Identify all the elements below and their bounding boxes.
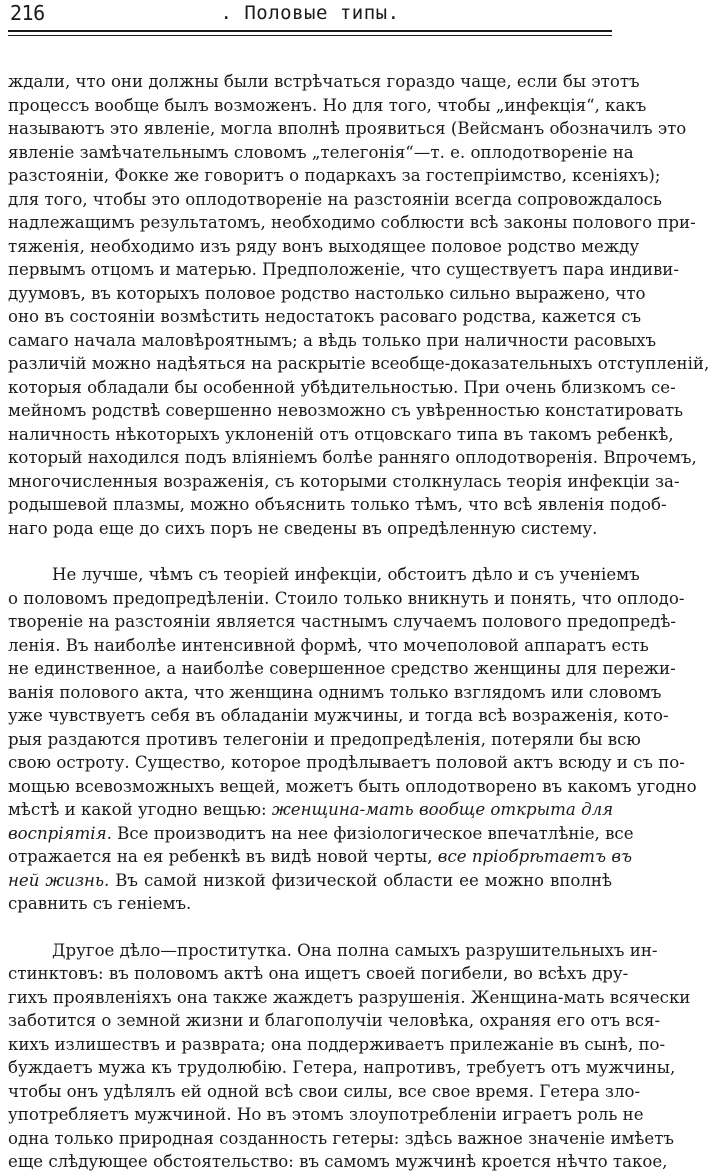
line-text: называютъ это явленіе, могла вполнѣ проявиться (Вейсманъ обозначилъ это	[8, 119, 687, 138]
text-line	[8, 704, 669, 728]
text-line	[8, 399, 684, 423]
page-number: 216	[10, 1, 45, 25]
line-text: мѣстѣ и какой угодно вещью:	[8, 800, 267, 819]
text-line	[8, 986, 691, 1010]
line-text: еще слѣдующее обстоятельство: въ самомъ мужчинѣ кроется нѣчто такое,	[8, 1152, 668, 1171]
text-line	[8, 822, 634, 846]
line-text: которыя обладали бы особенной убѣдительностью. При очень близкомъ се-	[8, 377, 676, 397]
text-line	[8, 1080, 641, 1104]
text-line	[8, 305, 642, 329]
line-text: свою остроту. Существо, которое продѣлываетъ половой актъ всюду и съ по-	[8, 753, 685, 772]
paragraph	[8, 563, 697, 916]
text-line	[8, 634, 649, 658]
paragraph	[8, 939, 691, 1174]
line-text: о половомъ предопредѣленіи. Стоило только вникнуть и понять, что оплодо-	[8, 588, 685, 608]
text-line	[8, 681, 662, 705]
line-text: многочисленныя возраженія, съ которыми столкнулась теорія инфекціи за-	[8, 471, 680, 491]
text-line	[8, 939, 658, 963]
line-text: ленія. Въ наиболѣе интенсивной формѣ, что мочеполовой аппаратъ есть	[8, 635, 649, 655]
text-line	[8, 329, 657, 353]
emphasized-text: воспріятія.	[8, 823, 112, 843]
line-text: мощью всевозможныхъ вещей, можетъ быть оплодотворено въ какомъ угодно	[8, 776, 697, 796]
text-line	[8, 94, 647, 118]
text-line	[8, 423, 674, 447]
line-text: для того, чтобы это оплодотвореніе на разстояніи всегда сопровождалось	[8, 189, 662, 209]
text-line	[8, 470, 680, 494]
line-text: уже чувствуетъ себя въ обладаніи мужчины, и тогда всѣ возраженія, кото-	[8, 706, 669, 725]
text-line	[8, 164, 661, 188]
text-line	[8, 1056, 676, 1080]
line-text: буждаетъ мужа къ трудолюбію. Гетера, напротивъ, требуетъ отъ мужчины,	[8, 1058, 676, 1077]
line-text: первымъ отцомъ и матерью. Предположеніе, что существуетъ пара индиви-	[8, 260, 679, 279]
line-text: который находился подъ вліяніемъ болѣе ранняго оплодотворенія. Впрочемъ,	[8, 448, 697, 467]
line-text: рыя раздаются противъ телегоніи и предопредѣленія, потеряли бы всю	[8, 729, 641, 749]
line-text: стинктовъ: въ половомъ актѣ она ищетъ своей погибели, во всѣхъ дру-	[8, 964, 629, 983]
line-text: надлежащимъ результатомъ, необходимо соблюсти всѣ законы полового при-	[8, 213, 696, 232]
text-line	[8, 1033, 666, 1057]
line-text: ванія полового акта, что женщина однимъ только взглядомъ или словомъ	[8, 682, 662, 702]
text-line	[8, 798, 612, 822]
line-text: Въ самой низкой физической области ее можно вполнѣ	[109, 870, 612, 890]
emphasized-text: женщина-мать вообще открыта для	[271, 800, 614, 819]
text-line	[8, 610, 676, 634]
emphasized-text: все пріобрѣтаетъ въ	[437, 847, 633, 866]
line-text: заботится о земной жизни и благополучіи человѣка, охраняя его отъ вся-	[8, 1011, 661, 1030]
text-line	[8, 70, 640, 94]
text-line	[8, 869, 612, 893]
text-line	[8, 141, 634, 165]
paragraph-gap	[8, 540, 612, 563]
line-text: отражается на ея ребенкѣ въ видѣ новой черты,	[8, 847, 433, 866]
text-line	[8, 376, 676, 400]
line-text: не единственное, а наиболѣе совершенное средство женщины для пережи-	[8, 659, 676, 678]
text-line	[8, 563, 640, 587]
body-text	[8, 70, 709, 1174]
page-header	[8, 0, 612, 26]
text-line	[8, 775, 697, 799]
paragraph	[8, 70, 709, 540]
text-line	[8, 282, 646, 306]
line-text: чтобы онъ удѣлялъ ей одной всѣ свои силы, все свое время. Гетера зло-	[8, 1081, 641, 1101]
running-title: . Половые типы.	[220, 2, 400, 24]
line-text: явленіе замѣчательнымъ словомъ „телегонія“—т. е. оплодотвореніе на	[8, 142, 634, 162]
text-line	[8, 1150, 668, 1174]
text-line	[8, 587, 685, 611]
line-text: гихъ проявленіяхъ она также жаждетъ разрушенія. Женщина-мать всячески	[8, 987, 691, 1007]
line-text: кихъ излишествъ и разврата; она поддерживаетъ прилежаніе въ сынѣ, по-	[8, 1034, 666, 1054]
line-text: самаго начала маловѣроятнымъ; а вѣдь только при наличности расовыхъ	[8, 330, 657, 350]
line-text: ждали, что они должны были встрѣчаться гораздо чаще, если бы этотъ	[8, 72, 640, 91]
header-rule-thin	[8, 35, 612, 36]
text-line	[8, 751, 685, 775]
line-text: Не лучше, чѣмъ съ теоріей инфекціи, обстоитъ дѣло и съ ученіемъ	[52, 565, 640, 584]
line-text: наличность нѣкоторыхъ уклоненій отъ отцовскаго типа въ такомъ ребенкѣ,	[8, 424, 674, 444]
paragraph-gap	[8, 916, 612, 939]
text-line	[8, 1009, 661, 1033]
text-line	[8, 446, 697, 470]
header-rule	[8, 30, 612, 32]
text-line	[8, 1127, 674, 1151]
line-text: мейномъ родствѣ совершенно невозможно съ увѣренностью констатировать	[8, 401, 684, 420]
text-line	[8, 962, 629, 986]
text-line	[8, 892, 612, 916]
line-text: дуумовъ, въ которыхъ половое родство настолько сильно выражено, что	[8, 283, 646, 303]
text-line	[8, 845, 633, 869]
line-text: родышевой плазмы, можно объяснить только тѣмъ, что всѣ явленія подоб-	[8, 495, 667, 514]
line-text: употребляетъ мужчиной. Но въ этомъ злоупотребленіи играетъ роль не	[8, 1105, 644, 1124]
text-line	[8, 657, 676, 681]
line-text: Все производитъ на нее физіологическое впечатлѣніе, все	[111, 823, 634, 843]
text-line	[8, 188, 662, 212]
line-text: Другое дѣло—проститутка. Она полна самыхъ разрушительныхъ ин-	[52, 940, 658, 960]
text-line	[8, 728, 641, 752]
line-text: одна только природная созданность гетеры: здѣсь важное значеніе имѣетъ	[8, 1128, 674, 1148]
line-text: оно въ состояніи возмѣстить недостатокъ расоваго родства, кажется съ	[8, 307, 642, 326]
emphasized-text: ней жизнь.	[8, 870, 110, 890]
line-text: наго рода еще до сихъ поръ не сведены въ опредѣленную систему.	[8, 518, 598, 538]
line-text: твореніе на разстояніи является частнымъ случаемъ полового предопредѣ-	[8, 612, 676, 631]
text-line	[8, 117, 687, 141]
text-line	[8, 493, 667, 517]
text-line	[8, 235, 640, 259]
line-text: процессъ вообще былъ возможенъ. Но для того, чтобы „инфекція“, какъ	[8, 95, 647, 115]
text-line	[8, 258, 679, 282]
line-text: тяженія, необходимо изъ ряду вонъ выходящее половое родство между	[8, 236, 640, 256]
text-line	[8, 352, 709, 376]
text-line	[8, 517, 612, 541]
text-line	[8, 211, 696, 235]
line-text: различій можно надѣяться на раскрытіе всеобще-доказательныхъ отступленій,	[8, 354, 709, 373]
line-text: сравнить съ геніемъ.	[8, 894, 192, 913]
line-text: разстояніи, Фокке же говоритъ о подаркахъ за гостепріимство, ксеніяхъ);	[8, 166, 661, 185]
text-line	[8, 1103, 644, 1127]
